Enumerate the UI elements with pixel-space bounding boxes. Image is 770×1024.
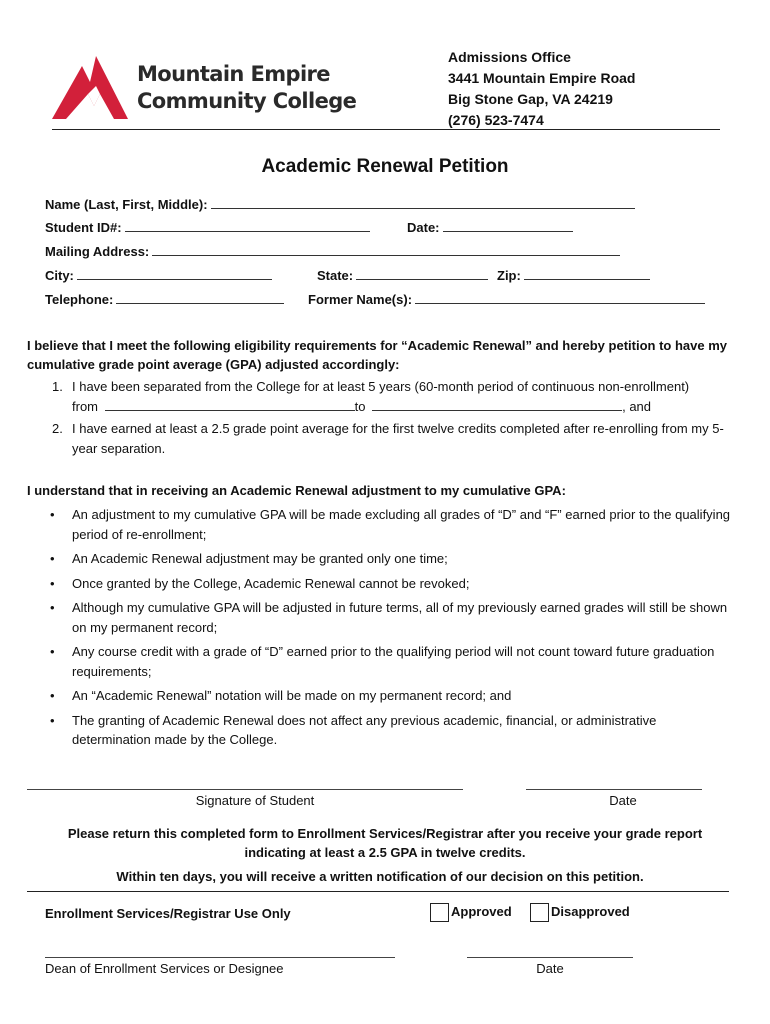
name-input-line[interactable] [211, 197, 635, 209]
list-item-text: Although my cumulative GPA will be adjusted in future terms, all of my previously earned grades will still be shown on my permanent record; [72, 600, 728, 635]
list-item-text: Any course credit with a grade of “D” earned prior to the qualifying period will not count toward future graduation requirements; [72, 644, 715, 679]
date-input-line[interactable] [443, 220, 573, 232]
student-date-label: Date [609, 793, 637, 808]
city-input-line[interactable] [77, 268, 272, 280]
office-use-label: Enrollment Services/Registrar Use Only [45, 906, 291, 921]
city-field[interactable] [45, 268, 272, 283]
former-names-input-line[interactable] [415, 292, 705, 304]
eligibility-item-2 [52, 419, 742, 458]
bullet-icon: • [50, 507, 55, 522]
zip-input-line[interactable] [524, 268, 650, 280]
college-logo [52, 56, 128, 120]
zip-field[interactable] [497, 268, 650, 283]
eligibility-item-2-text: I have earned at least a 2.5 grade point average for the first twelve credits completed after re-enrolling from my 5-year separation. [72, 421, 724, 456]
understand-intro: I understand that in receiving an Academic Renewal adjustment to my cumulative GPA: [27, 483, 566, 498]
telephone-input-line[interactable] [116, 292, 284, 304]
list-item [48, 686, 738, 706]
list-item [48, 598, 738, 637]
disapproved-label: Disapproved [551, 904, 630, 919]
student-id-field[interactable] [45, 220, 370, 235]
list-item-text: The granting of Academic Renewal does not affect any previous academic, financial, or administrative determination made by the College. [72, 712, 657, 747]
date-label: Date: [407, 220, 440, 235]
list-item-text: An Academic Renewal adjustment may be granted only one time; [72, 551, 448, 566]
dean-date-label: Date [536, 961, 564, 976]
mailing-address-field[interactable] [45, 244, 620, 259]
student-signature-line[interactable] [27, 789, 463, 790]
list-item [48, 574, 738, 594]
student-id-label: Student ID#: [45, 220, 122, 235]
date-field[interactable] [407, 220, 573, 235]
list-item-text: An “Academic Renewal” notation will be made on my permanent record; and [72, 688, 512, 703]
state-input-line[interactable] [356, 268, 488, 280]
approved-checkbox[interactable] [430, 902, 512, 922]
telephone-label: Telephone: [45, 292, 114, 307]
eligibility-item-1 [52, 377, 742, 416]
list-item-text: An adjustment to my cumulative GPA will be made excluding all grades of “D” and “F” earned prior to the qualifying period of re-enrollment; [72, 507, 731, 542]
return-notice-line2: indicating at least a 2.5 GPA in twelve credits. [244, 845, 526, 860]
bullet-icon: • [50, 712, 55, 728]
dean-date-line[interactable] [467, 957, 633, 958]
former-names-field[interactable] [308, 292, 705, 307]
page-title: Academic Renewal Petition [261, 156, 509, 177]
student-date-line[interactable] [526, 789, 702, 790]
from-label: from [72, 398, 98, 414]
list-item [48, 505, 738, 544]
address-line: (276) 523-7474 [448, 112, 544, 128]
item-number: 2. [52, 421, 63, 436]
list-item-text: Once granted by the College, Academic Renewal cannot be revoked; [72, 575, 470, 591]
return-notice-line1: Please return this completed form to Enrollment Services/Registrar after you receive your grade report [67, 826, 703, 841]
city-label: City: [45, 268, 74, 283]
eligibility-intro: I believe that I meet the following eligibility requirements for “Academic Renewal” and hereby petition to have my cumulative grade point average (GPA) adjusted accordingly: [27, 338, 727, 372]
to-date-line[interactable] [372, 400, 622, 411]
student-signature-label: Signature of Student [195, 793, 315, 808]
from-date-line[interactable] [105, 400, 355, 411]
return-notice [0, 824, 770, 862]
list-item [48, 642, 738, 681]
state-field[interactable] [317, 268, 488, 283]
bullet-icon: • [50, 644, 55, 659]
and-label: , and [622, 398, 652, 414]
list-item [48, 711, 738, 750]
admissions-address [448, 47, 635, 131]
mailing-address-input-line[interactable] [152, 244, 620, 256]
header-divider [52, 129, 720, 130]
disapproved-checkbox[interactable] [530, 902, 630, 922]
dean-signature-label: Dean of Enrollment Services or Designee [45, 961, 284, 976]
decision-notice: Within ten days, you will receive a written notification of our decision on this petition. [116, 869, 644, 884]
dean-signature-line[interactable] [45, 957, 395, 958]
name-field-label: Name (Last, First, Middle): [45, 197, 208, 212]
approved-label: Approved [451, 904, 512, 919]
address-line: Admissions Office [448, 49, 571, 65]
student-id-input-line[interactable] [125, 220, 370, 232]
name-field[interactable] [45, 197, 635, 212]
bullet-icon: • [50, 688, 55, 703]
to-label: to [354, 398, 366, 414]
list-item [48, 549, 738, 569]
address-line: Big Stone Gap, VA 24219 [448, 91, 613, 107]
zip-label: Zip: [497, 268, 521, 283]
understand-list [48, 505, 738, 755]
eligibility-item-1-text: I have been separated from the College for at least 5 years (60-month period of continuous non-enrollment) [72, 379, 690, 394]
address-line: 3441 Mountain Empire Road [448, 70, 636, 86]
bullet-icon: • [50, 551, 55, 566]
mailing-address-label: Mailing Address: [45, 244, 150, 259]
item-number: 1. [52, 379, 63, 394]
telephone-field[interactable] [45, 292, 284, 307]
college-name-line2: Community College [137, 89, 357, 113]
approved-checkbox-box[interactable] [430, 903, 449, 922]
mountain-logo-icon [52, 56, 128, 120]
state-label: State: [317, 268, 354, 283]
bullet-icon: • [50, 575, 55, 591]
bullet-icon: • [50, 600, 55, 615]
former-names-label: Former Name(s): [308, 292, 413, 307]
disapproved-checkbox-box[interactable] [530, 903, 549, 922]
college-name-line1: Mountain Empire [137, 62, 330, 86]
college-name [137, 61, 356, 115]
office-divider [27, 891, 729, 892]
